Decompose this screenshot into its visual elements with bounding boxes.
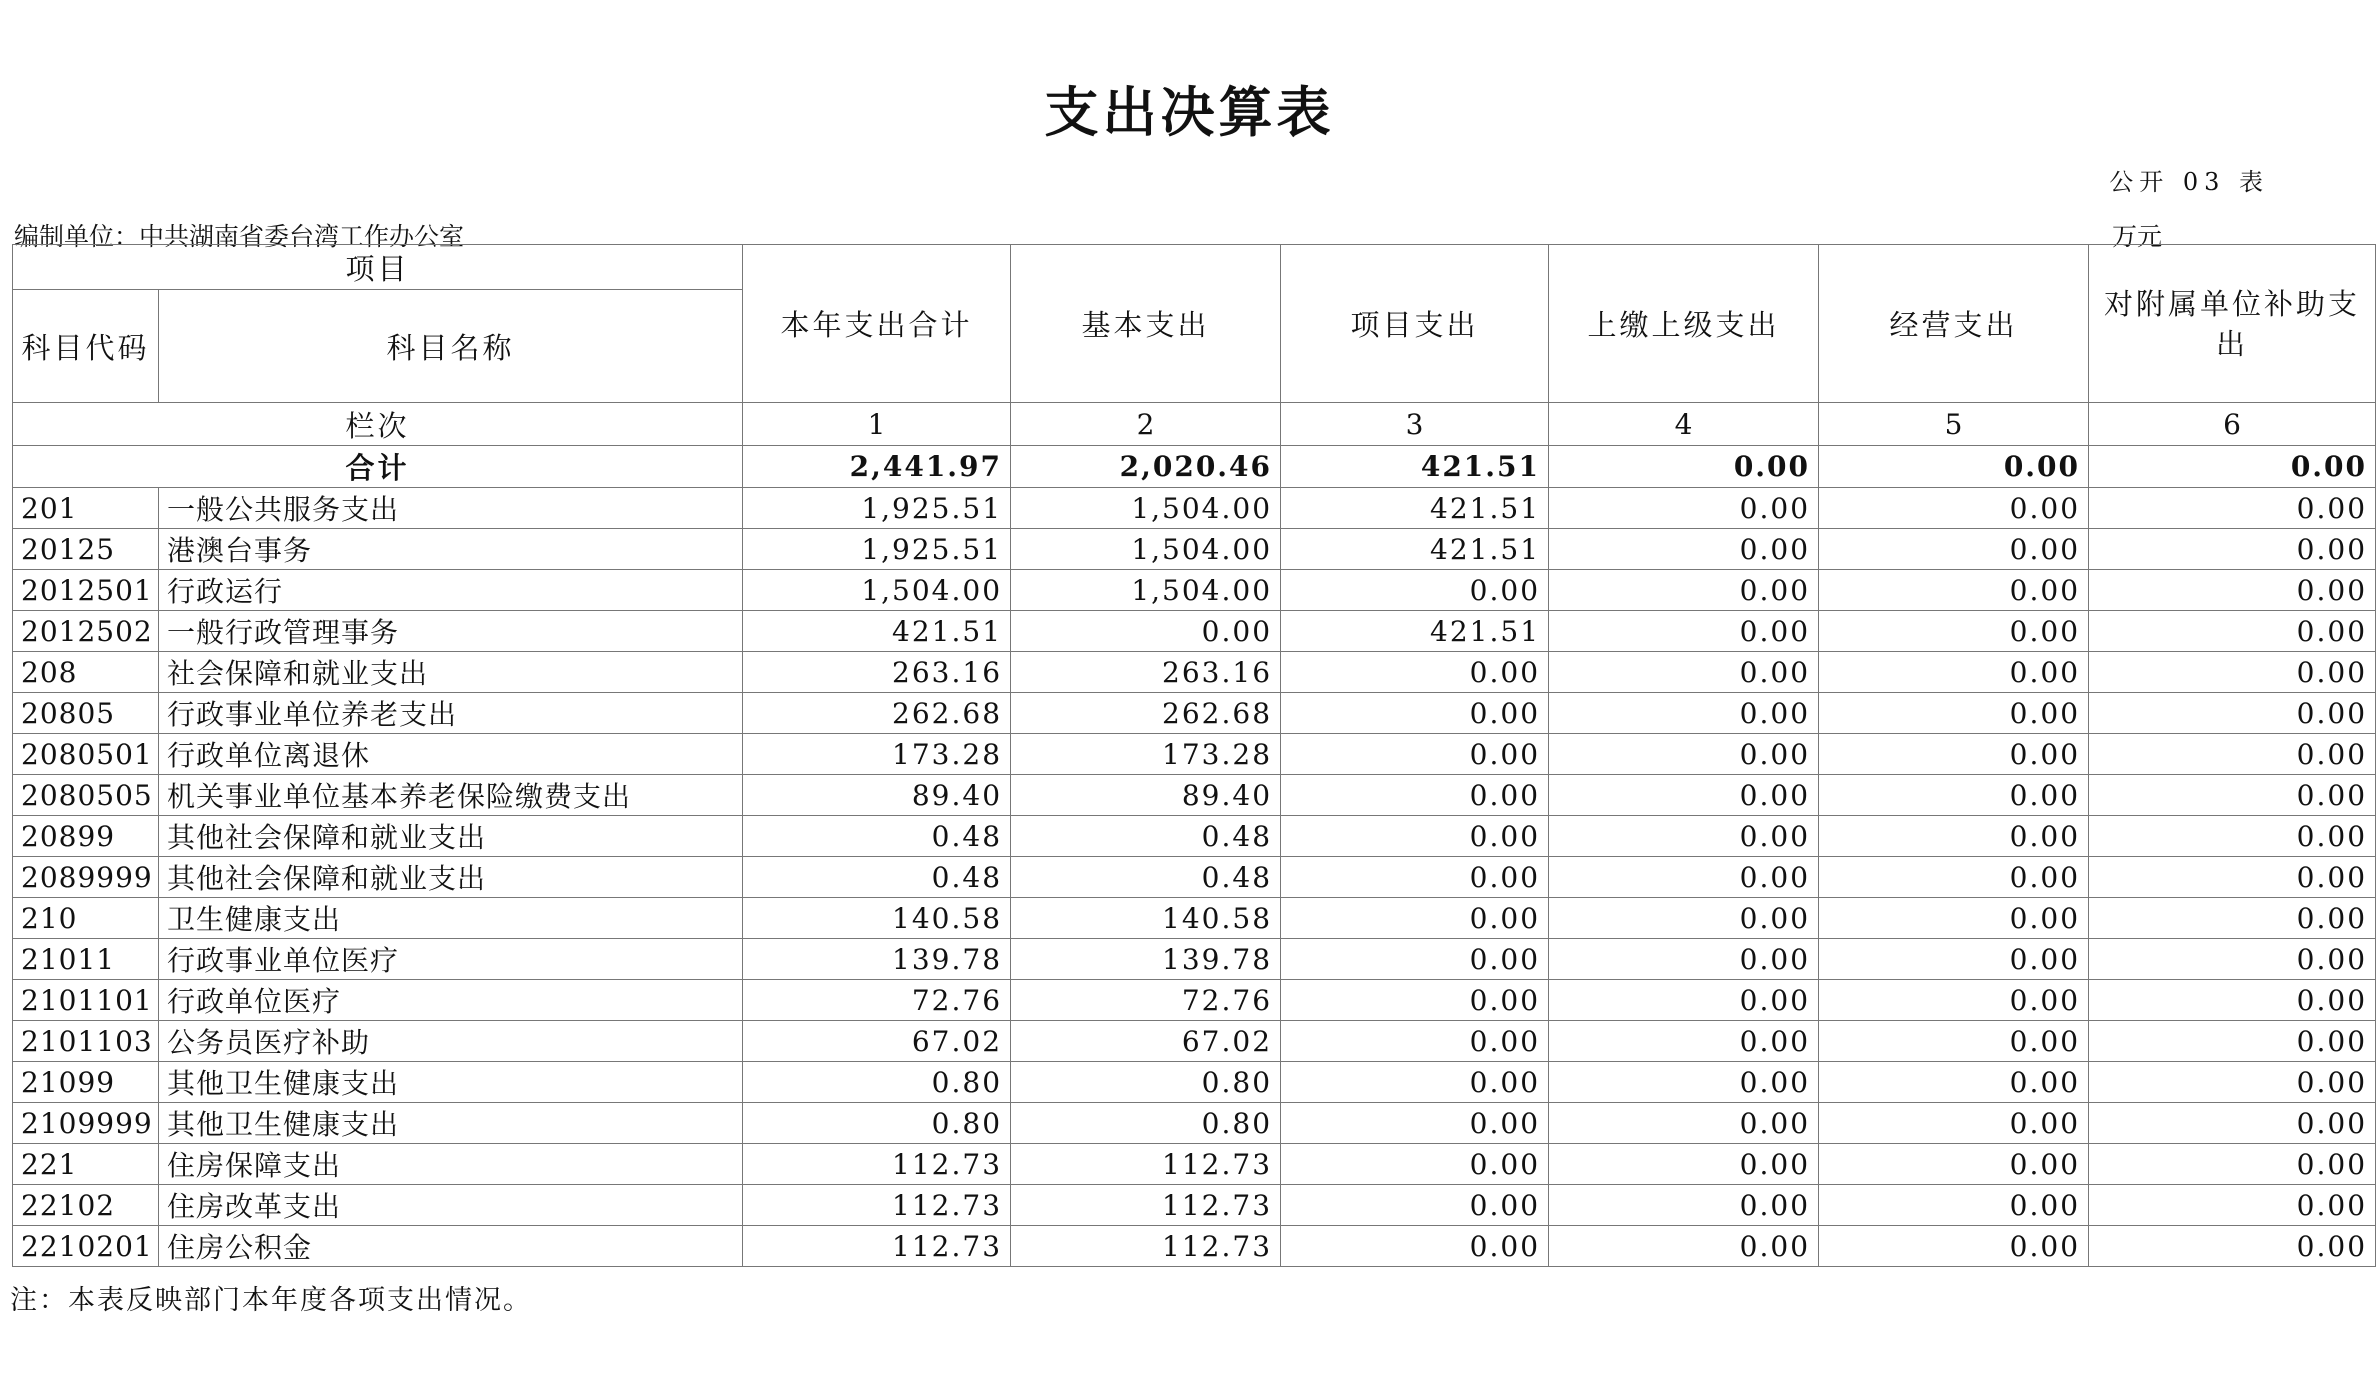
subject-code-cell: 208 [13, 652, 159, 693]
amount-cell: 1,504.00 [743, 570, 1011, 611]
table-row [13, 529, 2376, 570]
subject-name-cell: 其他卫生健康支出 [159, 1103, 743, 1144]
amount-cell: 0.00 [1819, 1185, 2089, 1226]
amount-cell: 0.00 [2089, 1226, 2376, 1267]
total-row [13, 446, 2376, 488]
table-row [13, 693, 2376, 734]
amount-cell: 139.78 [1011, 939, 1281, 980]
amount-cell: 0.00 [2089, 611, 2376, 652]
amount-cell: 0.48 [743, 857, 1011, 898]
amount-cell: 0.00 [1549, 775, 1819, 816]
amount-cell: 0.48 [1011, 816, 1281, 857]
table-row [13, 816, 2376, 857]
subject-code-cell: 2089999 [13, 857, 159, 898]
amount-cell: 0.00 [1549, 980, 1819, 1021]
subject-code-cell: 2210201 [13, 1226, 159, 1267]
subject-name-cell: 社会保障和就业支出 [159, 652, 743, 693]
amount-cell: 0.00 [1549, 1226, 1819, 1267]
subject-name-cell: 住房改革支出 [159, 1185, 743, 1226]
amount-cell: 0.00 [2089, 939, 2376, 980]
subject-name-cell: 机关事业单位基本养老保险缴费支出 [159, 775, 743, 816]
table-row [13, 939, 2376, 980]
column-index: 6 [2089, 403, 2376, 446]
amount-cell: 1,925.51 [743, 529, 1011, 570]
amount-cell: 0.00 [1549, 693, 1819, 734]
amount-cell: 0.00 [1549, 816, 1819, 857]
amount-cell: 173.28 [1011, 734, 1281, 775]
column-index: 3 [1281, 403, 1549, 446]
header-total-expenditure: 本年支出合计 [743, 245, 1011, 403]
total-cell: 0.00 [2089, 446, 2376, 488]
total-cell: 421.51 [1281, 446, 1549, 488]
amount-cell: 421.51 [1281, 611, 1549, 652]
subject-name-cell: 港澳台事务 [159, 529, 743, 570]
amount-cell: 263.16 [743, 652, 1011, 693]
amount-cell: 0.00 [1819, 1062, 2089, 1103]
subject-code-cell: 20899 [13, 816, 159, 857]
amount-cell: 0.00 [2089, 1021, 2376, 1062]
amount-cell: 1,504.00 [1011, 488, 1281, 529]
header-column-index-label: 栏次 [13, 403, 743, 446]
amount-cell: 1,504.00 [1011, 570, 1281, 611]
amount-cell: 67.02 [1011, 1021, 1281, 1062]
subject-code-cell: 21099 [13, 1062, 159, 1103]
amount-cell: 0.00 [1281, 898, 1549, 939]
amount-cell: 0.00 [1819, 1144, 2089, 1185]
amount-cell: 0.00 [1549, 1144, 1819, 1185]
amount-cell: 1,925.51 [743, 488, 1011, 529]
amount-cell: 89.40 [743, 775, 1011, 816]
subject-code-cell: 22102 [13, 1185, 159, 1226]
subject-name-cell: 行政事业单位医疗 [159, 939, 743, 980]
subject-code-cell: 21011 [13, 939, 159, 980]
currency-unit: 万元 [2112, 222, 2163, 251]
amount-cell: 0.00 [1281, 1103, 1549, 1144]
header-remit-superior: 上缴上级支出 [1549, 245, 1819, 403]
amount-cell: 0.00 [1819, 857, 2089, 898]
column-index: 4 [1549, 403, 1819, 446]
amount-cell: 0.00 [2089, 734, 2376, 775]
amount-cell: 0.00 [2089, 570, 2376, 611]
amount-cell: 0.80 [1011, 1062, 1281, 1103]
table-row [13, 980, 2376, 1021]
header-business-expenditure: 经营支出 [1819, 245, 2089, 403]
amount-cell: 0.00 [1281, 1226, 1549, 1267]
table-row [13, 1144, 2376, 1185]
table-row [13, 652, 2376, 693]
total-label: 合计 [13, 446, 743, 488]
subject-code-cell: 20805 [13, 693, 159, 734]
table-row [13, 1021, 2376, 1062]
subject-name-cell: 行政运行 [159, 570, 743, 611]
amount-cell: 0.00 [1819, 1021, 2089, 1062]
amount-cell: 0.00 [1819, 693, 2089, 734]
amount-cell: 0.00 [1281, 1185, 1549, 1226]
amount-cell: 421.51 [1281, 529, 1549, 570]
subject-name-cell: 住房保障支出 [159, 1144, 743, 1185]
amount-cell: 0.00 [1281, 1144, 1549, 1185]
amount-cell: 0.00 [1549, 529, 1819, 570]
subject-code-cell: 2080505 [13, 775, 159, 816]
amount-cell: 0.00 [1281, 570, 1549, 611]
table-row [13, 734, 2376, 775]
amount-cell: 0.00 [1549, 1062, 1819, 1103]
amount-cell: 0.00 [1819, 980, 2089, 1021]
subject-code-cell: 210 [13, 898, 159, 939]
amount-cell: 0.00 [1549, 570, 1819, 611]
subject-code-cell: 20125 [13, 529, 159, 570]
table-row [13, 570, 2376, 611]
amount-cell: 0.00 [1281, 1021, 1549, 1062]
amount-cell: 112.73 [1011, 1185, 1281, 1226]
amount-cell: 0.00 [1549, 857, 1819, 898]
amount-cell: 140.58 [743, 898, 1011, 939]
subject-name-cell: 住房公积金 [159, 1226, 743, 1267]
amount-cell: 0.00 [1281, 980, 1549, 1021]
amount-cell: 0.00 [1281, 857, 1549, 898]
amount-cell: 421.51 [1281, 488, 1549, 529]
amount-cell: 262.68 [743, 693, 1011, 734]
amount-cell: 112.73 [1011, 1144, 1281, 1185]
table-row [13, 611, 2376, 652]
table-row [13, 488, 2376, 529]
amount-cell: 139.78 [743, 939, 1011, 980]
header-basic-expenditure: 基本支出 [1011, 245, 1281, 403]
form-number: 公开 03 表 [2109, 168, 2269, 196]
amount-cell: 0.00 [2089, 1103, 2376, 1144]
amount-cell: 0.00 [2089, 693, 2376, 734]
total-cell: 2,441.97 [743, 446, 1011, 488]
amount-cell: 0.00 [1549, 611, 1819, 652]
amount-cell: 112.73 [743, 1144, 1011, 1185]
amount-cell: 0.80 [1011, 1103, 1281, 1144]
table-row [13, 775, 2376, 816]
subject-code-cell: 201 [13, 488, 159, 529]
header-project-expenditure: 项目支出 [1281, 245, 1549, 403]
column-index: 2 [1011, 403, 1281, 446]
amount-cell: 0.00 [1281, 652, 1549, 693]
amount-cell: 0.00 [1549, 1021, 1819, 1062]
amount-cell: 0.00 [1549, 939, 1819, 980]
amount-cell: 0.00 [1819, 488, 2089, 529]
amount-cell: 0.48 [743, 816, 1011, 857]
amount-cell: 0.00 [1011, 611, 1281, 652]
subject-code-cell: 2109999 [13, 1103, 159, 1144]
amount-cell: 0.00 [2089, 488, 2376, 529]
amount-cell: 0.00 [1549, 734, 1819, 775]
amount-cell: 72.76 [1011, 980, 1281, 1021]
amount-cell: 0.00 [1819, 816, 2089, 857]
amount-cell: 72.76 [743, 980, 1011, 1021]
total-cell: 0.00 [1819, 446, 2089, 488]
total-cell: 2,020.46 [1011, 446, 1281, 488]
amount-cell: 0.80 [743, 1062, 1011, 1103]
amount-cell: 1,504.00 [1011, 529, 1281, 570]
amount-cell: 0.00 [1819, 570, 2089, 611]
amount-cell: 0.00 [1281, 775, 1549, 816]
subject-name-cell: 其他社会保障和就业支出 [159, 816, 743, 857]
page-title: 支出决算表 [1044, 80, 1335, 144]
amount-cell: 0.00 [1281, 693, 1549, 734]
amount-cell: 0.00 [1549, 1185, 1819, 1226]
amount-cell: 0.00 [2089, 775, 2376, 816]
amount-cell: 0.00 [1819, 611, 2089, 652]
amount-cell: 0.00 [1549, 898, 1819, 939]
amount-cell: 0.00 [1549, 652, 1819, 693]
subject-name-cell: 行政事业单位养老支出 [159, 693, 743, 734]
subject-code-cell: 2101103 [13, 1021, 159, 1062]
amount-cell: 0.00 [1819, 652, 2089, 693]
table-row [13, 1062, 2376, 1103]
subject-code-cell: 2012502 [13, 611, 159, 652]
subject-name-cell: 一般行政管理事务 [159, 611, 743, 652]
amount-cell: 0.00 [2089, 1185, 2376, 1226]
amount-cell: 0.00 [2089, 816, 2376, 857]
amount-cell: 0.00 [2089, 652, 2376, 693]
column-index: 1 [743, 403, 1011, 446]
amount-cell: 262.68 [1011, 693, 1281, 734]
amount-cell: 0.00 [1281, 1062, 1549, 1103]
amount-cell: 140.58 [1011, 898, 1281, 939]
amount-cell: 0.00 [1819, 1226, 2089, 1267]
amount-cell: 112.73 [1011, 1226, 1281, 1267]
amount-cell: 0.00 [1819, 1103, 2089, 1144]
subject-name-cell: 行政单位离退休 [159, 734, 743, 775]
amount-cell: 0.00 [1281, 734, 1549, 775]
amount-cell: 0.00 [2089, 1062, 2376, 1103]
subject-code-cell: 221 [13, 1144, 159, 1185]
table-row [13, 857, 2376, 898]
amount-cell: 0.00 [1819, 898, 2089, 939]
total-cell: 0.00 [1549, 446, 1819, 488]
amount-cell: 0.00 [1281, 939, 1549, 980]
table-row [13, 898, 2376, 939]
amount-cell: 0.00 [1819, 775, 2089, 816]
subject-name-cell: 其他社会保障和就业支出 [159, 857, 743, 898]
amount-cell: 0.00 [1819, 529, 2089, 570]
amount-cell: 173.28 [743, 734, 1011, 775]
subject-name-cell: 其他卫生健康支出 [159, 1062, 743, 1103]
amount-cell: 0.00 [2089, 1144, 2376, 1185]
amount-cell: 0.48 [1011, 857, 1281, 898]
subject-code-cell: 2012501 [13, 570, 159, 611]
header-subject-code: 科目代码 [13, 290, 159, 403]
amount-cell: 0.00 [2089, 529, 2376, 570]
amount-cell: 112.73 [743, 1185, 1011, 1226]
table-row [13, 1103, 2376, 1144]
amount-cell: 0.80 [743, 1103, 1011, 1144]
amount-cell: 0.00 [1549, 488, 1819, 529]
header-subject-name: 科目名称 [159, 290, 743, 403]
compiling-unit: 编制单位：中共湖南省委台湾工作办公室 [14, 222, 465, 251]
footnote: 注：本表反映部门本年度各项支出情况。 [10, 1285, 532, 1316]
amount-cell: 0.00 [2089, 898, 2376, 939]
amount-cell: 0.00 [2089, 980, 2376, 1021]
header-subsidy-affiliates: 对附属单位补助支出 [2089, 245, 2376, 403]
amount-cell: 89.40 [1011, 775, 1281, 816]
table-row [13, 1226, 2376, 1267]
subject-name-cell: 公务员医疗补助 [159, 1021, 743, 1062]
column-index: 5 [1819, 403, 2089, 446]
subject-name-cell: 一般公共服务支出 [159, 488, 743, 529]
subject-code-cell: 2080501 [13, 734, 159, 775]
expenditure-table [12, 244, 2376, 1267]
amount-cell: 112.73 [743, 1226, 1011, 1267]
amount-cell: 421.51 [743, 611, 1011, 652]
subject-code-cell: 2101101 [13, 980, 159, 1021]
amount-cell: 0.00 [1819, 734, 2089, 775]
amount-cell: 263.16 [1011, 652, 1281, 693]
amount-cell: 0.00 [2089, 857, 2376, 898]
header-item-group: 项目 [13, 245, 743, 290]
subject-name-cell: 行政单位医疗 [159, 980, 743, 1021]
amount-cell: 67.02 [743, 1021, 1011, 1062]
subject-name-cell: 卫生健康支出 [159, 898, 743, 939]
amount-cell: 0.00 [1819, 939, 2089, 980]
amount-cell: 0.00 [1281, 816, 1549, 857]
table-row [13, 1185, 2376, 1226]
amount-cell: 0.00 [1549, 1103, 1819, 1144]
